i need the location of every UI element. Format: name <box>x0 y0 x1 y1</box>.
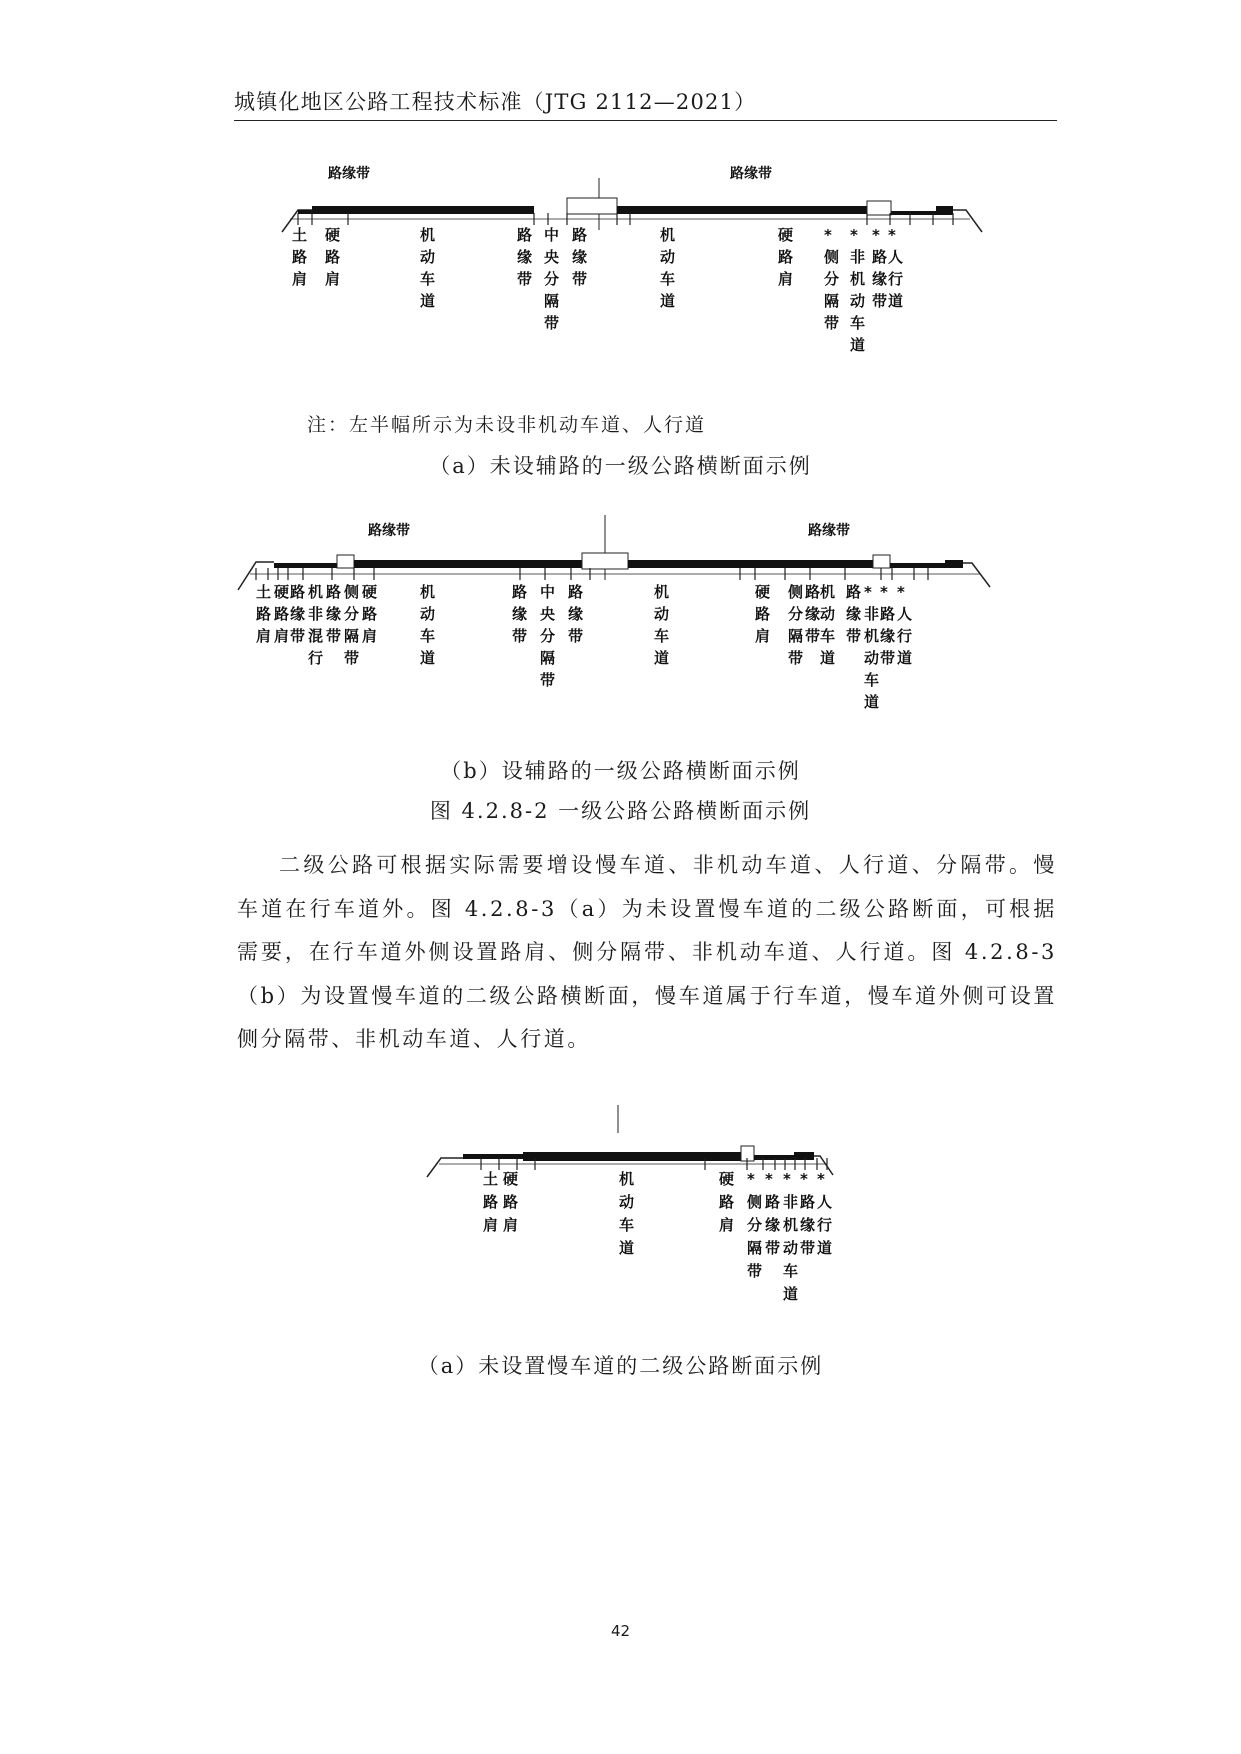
zone-label: *非机动车道 <box>864 583 880 711</box>
zone-label: 路缘带 <box>326 583 342 645</box>
zone-label: 侧分隔带 <box>344 583 360 667</box>
caption-c: （a）未设置慢车道的二级公路断面示例 <box>417 1354 824 1378</box>
zone-label: 机动车道 <box>619 1170 635 1257</box>
zone-label: *路缘带 <box>765 1170 781 1257</box>
paragraph-text: 二级公路可根据实际需要增设慢车道、非机动车道、人行道、分隔带。慢车道在行车道外。图 4.2.8-3（a）为未设置慢车道的二级公路断面，可根据需要，在行车道外侧设置路肩、侧分隔带、非机动车道、人行道。图 4.2.8-3（b）为设置慢车道的二级公路横断面，慢车道属于行车道，慢车道外侧可设置侧分隔带、非机动车道、人行道。 <box>237 853 1057 1051</box>
zone-label: 机动车道 <box>654 583 670 667</box>
note-a: 注：左半幅所示为未设非机动车道、人行道 <box>307 414 707 436</box>
right-pavement <box>617 206 867 214</box>
zone-label: *人行道 <box>888 226 904 310</box>
sidewalk <box>794 1152 814 1160</box>
zone-label: 土路肩 <box>256 583 272 645</box>
running-header-title: 城镇化地区公路工程技术标准（JTG 2112—2021） <box>234 90 757 114</box>
zone-label: 中央分隔带 <box>544 226 560 332</box>
zone-label: 侧分隔带 <box>788 583 804 667</box>
bike-lane <box>754 1155 794 1160</box>
top-label-curb: 路缘带 <box>328 166 370 182</box>
carriageway <box>523 1152 741 1161</box>
zone-label: 土路肩 <box>292 226 308 288</box>
zone-label: *侧分隔带 <box>824 226 840 332</box>
left-shoulder <box>463 1154 523 1159</box>
zone-label: 硬路肩 <box>778 226 794 288</box>
top-label-curb: 路缘带 <box>368 523 410 539</box>
page-number: 42 <box>610 1622 631 1640</box>
zone-label: *路缘带 <box>872 226 888 310</box>
central-median <box>582 553 628 569</box>
sidewalk <box>936 206 953 215</box>
running-header <box>234 84 1057 121</box>
side-median <box>867 201 891 215</box>
left-pavement <box>312 206 534 214</box>
zone-label: 机动车道 <box>660 226 676 310</box>
left-shoulder <box>298 210 312 214</box>
zone-label: 硬路肩 <box>719 1170 735 1234</box>
zone-label: *人行道 <box>817 1170 833 1257</box>
zone-label: *非机动车道 <box>850 226 866 354</box>
bike-lane <box>891 211 936 215</box>
cross-section-diagram-c <box>427 1105 857 1335</box>
left-side-median <box>337 555 354 568</box>
top-label-curb: 路缘带 <box>730 166 772 182</box>
body-paragraph <box>237 844 1057 1062</box>
left-slope <box>427 1158 463 1177</box>
zone-label: 机动车道 <box>420 226 436 310</box>
zone-label: 土路肩 <box>483 1170 499 1234</box>
figure-title: 图 4.2.8-2 一级公路公路横断面示例 <box>429 799 812 823</box>
zone-label: 路缘带 <box>517 226 533 288</box>
zone-label: *侧分隔带 <box>747 1170 763 1280</box>
left-pavement <box>354 560 582 568</box>
right-pavement <box>628 560 873 568</box>
top-label-curb: 路缘带 <box>808 523 850 539</box>
zone-label: 硬路肩 <box>362 583 378 645</box>
left-aux-road <box>274 563 337 568</box>
caption-b: （b）设辅路的一级公路横断面示例 <box>440 759 801 783</box>
zone-label: 机动车道 <box>420 583 436 667</box>
zone-label: *路缘带 <box>800 1170 816 1257</box>
zone-label: 路缘带 <box>290 583 306 645</box>
zone-label: 机非混行 <box>308 583 324 667</box>
caption-a: （a）未设辅路的一级公路横断面示例 <box>429 454 812 478</box>
cross-section-diagram-a <box>290 166 1030 400</box>
zone-label: 路缘带 <box>572 226 588 288</box>
cross-section-diagram-b <box>250 515 1040 740</box>
zone-label: 硬路肩 <box>503 1170 519 1234</box>
zone-label: 中央分隔带 <box>540 583 556 689</box>
zone-label: 机动车道 <box>820 583 836 667</box>
bike-lane <box>890 563 945 568</box>
zone-label: *人行道 <box>897 583 913 667</box>
zone-label: *路缘带 <box>880 583 896 667</box>
right-slope <box>963 563 990 587</box>
sidewalk <box>945 560 963 568</box>
zone-label: *非机动车道 <box>783 1170 799 1303</box>
zone-label: 路缘带 <box>805 583 821 645</box>
zone-label: 路缘带 <box>846 583 862 645</box>
right-side-median <box>873 555 890 568</box>
zone-label: 硬路肩 <box>755 583 771 645</box>
zone-label: 路缘带 <box>512 583 528 645</box>
zone-label: 硬路肩 <box>325 226 341 288</box>
central-median <box>567 198 617 214</box>
right-slope <box>953 210 982 232</box>
zone-label: 路缘带 <box>568 583 584 645</box>
zone-label: 硬路肩 <box>274 583 290 645</box>
